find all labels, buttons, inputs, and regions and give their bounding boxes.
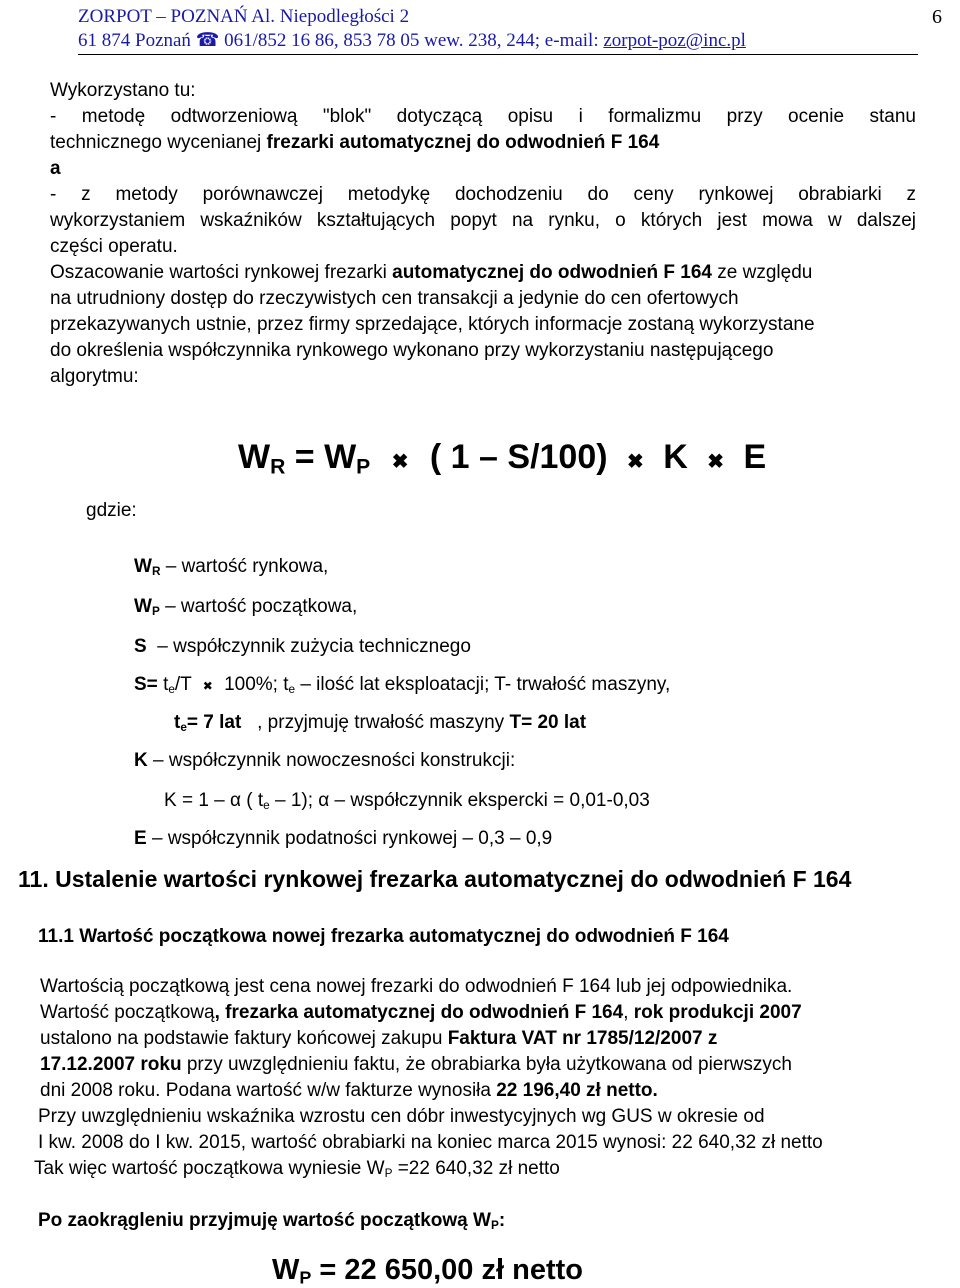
def-e-text: – współczynnik podatności rynkowej – 0,3 – 0,9 [151,828,553,849]
main-formula [238,438,766,477]
body2-line-5 [40,1080,658,1102]
def-wr-w: W [134,556,152,577]
machine-name: frezarki automatycznej do odwodnień F 164 [266,132,660,153]
body2-line-8 [34,1158,560,1180]
intro-line-5: wykorzystaniem wskaźników kształtujących popyt na rynku, o których jest mowa w dalszej [50,210,916,231]
intro-line-2 [50,132,659,154]
email-link[interactable]: zorpot-poz@inc.pl [603,30,746,51]
s-eq-label: S= [134,674,158,695]
def-wp [134,596,357,618]
def-k [134,750,515,772]
body2-l8-p: P [384,1166,393,1180]
para-machine-name: automatycznej do odwodnień F 164 [392,262,712,283]
body2-l2-bold1: , frezarka automatycznej do odwodnień F 164 [214,1002,624,1023]
def-te [174,712,586,734]
para-line-2: na utrudniony dostęp do rzeczywistych cen transakcji a jedynie do cen ofertowych [50,288,739,309]
def-e [134,828,552,850]
para-line-3: przekazywanych ustnie, przez firmy sprzedające, których informacje zostaną wykorzystane [50,314,815,335]
s-t2: t [283,674,289,695]
def-wr [134,556,328,578]
telephone-icon: ☎ [195,30,220,51]
def-k-text: – współczynnik nowoczesności konstrukcji: [153,750,516,771]
gdzie-label: gdzie: [86,500,137,521]
s-eq-3: – ilość lat eksploatacji; T- trwałość maszyny, [300,674,671,695]
para-line-1-text: Oszacowanie wartości rynkowej frezarki [50,262,393,283]
s-e: e [168,682,175,696]
intro-line-3 [50,158,61,180]
body2-l8-post: =22 640,32 zł netto [392,1158,560,1179]
s-eq-1: /T [174,674,192,695]
final-value [272,1254,583,1287]
body2-line-2 [40,1002,802,1024]
formula-w: W [238,438,271,476]
def-e-label: E [134,828,147,849]
formula-k: K [663,438,688,476]
para-line-1-end: ze względu [712,262,813,283]
t-val: T= 20 lat [509,712,587,733]
para-line-4: do określenia współczynnika rynkowego wykonano przy wykorzystaniu następującego [50,340,774,361]
times-icon: ✖ [202,679,213,693]
te-t: t [174,712,181,733]
def-wp-text: – wartość początkowa, [165,596,358,617]
intro-line-6: części operatu. [50,236,178,257]
header-line-2 [78,30,746,52]
times-icon: ✖ [627,451,644,473]
body2-l5-pre: dni 2008 roku. Podana wartość w/w fakturze wynosiła [40,1080,497,1101]
def-wp-w: W [134,596,152,617]
body2-line-3 [40,1028,717,1050]
para-line-5: algorytmu: [50,366,139,387]
body2-line-4 [40,1054,792,1076]
k-e: e [263,798,270,812]
k-formula-post: – 1); α – współczynnik ekspercki = 0,01-0,03 [275,790,650,811]
header-line-1 [78,6,409,28]
final-amount: = 22 650,00 zł netto [311,1254,583,1286]
invoice-value: 22 196,40 zł netto. [496,1080,658,1101]
body2-l3-pre: ustalono na podstawie faktury końcowej zakupu [40,1028,448,1049]
section-111-heading: 11.1 Wartość początkowa nowej frezarka automatycznej do odwodnień F 164 [38,926,729,947]
intro-line-1: - metodę odtworzeniową "blok" dotyczącą opisu i formalizmu przy ocenie stanu [50,106,916,127]
body2-line-1: Wartością początkową jest cena nowej frezarki do odwodnień F 164 lub jej odpowiednika. [40,976,793,997]
formula-mid: ( 1 – S/100) [429,438,608,476]
invoice-date: 17.12.2007 roku [40,1054,182,1075]
s-t: t [163,674,169,695]
intro-line-4: - z metody porównawczej metodykę dochodzeniu do ceny rynkowej obrabiarki z [50,184,916,205]
section-11-heading: 11. Ustalenie wartości rynkowej frezarka automatycznej do odwodnień F 164 [18,866,852,892]
formula-r: R [270,455,286,479]
formula-e: E [743,438,767,476]
rounding-p: P [490,1218,499,1232]
te-e: e [180,720,187,734]
body2-l8-pre: Tak więc wartość początkowa wyniesie W [34,1158,385,1179]
k-formula-pre: K = 1 – α ( t [164,790,264,811]
rounding-colon: : [498,1210,506,1231]
times-icon: ✖ [391,451,409,473]
final-p: P [299,1267,312,1288]
te-mid: , przyjmuję trwałość maszyny [257,712,505,733]
header-address: ZORPOT – POZNAŃ Al. Niepodległości 2 [78,6,410,27]
intro-a: a [50,158,61,179]
intro-heading: Wykorzystano tu: [50,80,196,101]
body2-l2-bold2: rok produkcji 2007 [633,1002,802,1023]
header-city: 61 874 Poznań [78,30,196,51]
def-s-formula [134,674,670,696]
para-line-1 [50,262,812,284]
page-number: 6 [932,6,942,28]
body2-l4-post: przy uwzględnieniu faktu, że obrabiarka była użytkowana od pierwszych [181,1054,792,1075]
intro-line-2-text: technicznego wycenianej [50,132,267,153]
s-e2: e [288,682,296,696]
def-wp-p: P [151,604,160,618]
header-rule [78,54,918,55]
def-s [134,636,471,658]
body2-line-6: Przy uwzględnieniu wskaźnika wzrostu cen dóbr inwestycyjnych wg GUS w okresie od [38,1106,765,1127]
times-icon: ✖ [707,451,725,473]
def-wr-text: – wartość rynkowa, [165,556,329,577]
formula-p: P [356,455,371,479]
body2-l2-mid: , [623,1002,634,1023]
def-wr-r: R [151,564,161,578]
rounding-label: Po zaokrągleniu przyjmuję wartość początkową W [38,1210,491,1231]
invoice-number: Faktura VAT nr 1785/12/2007 z [447,1028,718,1049]
body2-line-7: I kw. 2008 do I kw. 2015, wartość obrabiarki na koniec marca 2015 wynosi: 22 640,32 zł netto [38,1132,823,1153]
rounding-line [38,1210,505,1232]
def-s-label: S [134,636,147,657]
header-phones: 061/852 16 86, 853 78 05 wew. 238, 244; e-mail: [219,30,604,51]
te-val: = 7 lat [186,712,242,733]
formula-eq: = [285,438,325,476]
formula-w2: W [324,438,357,476]
def-s-text: – współczynnik zużycia technicznego [157,636,471,657]
def-k-label: K [134,750,148,771]
s-eq-2: 100%; [224,674,278,695]
body2-l2-pre: Wartość początkową [40,1002,215,1023]
def-k-formula [164,790,650,812]
final-w: W [272,1254,300,1286]
